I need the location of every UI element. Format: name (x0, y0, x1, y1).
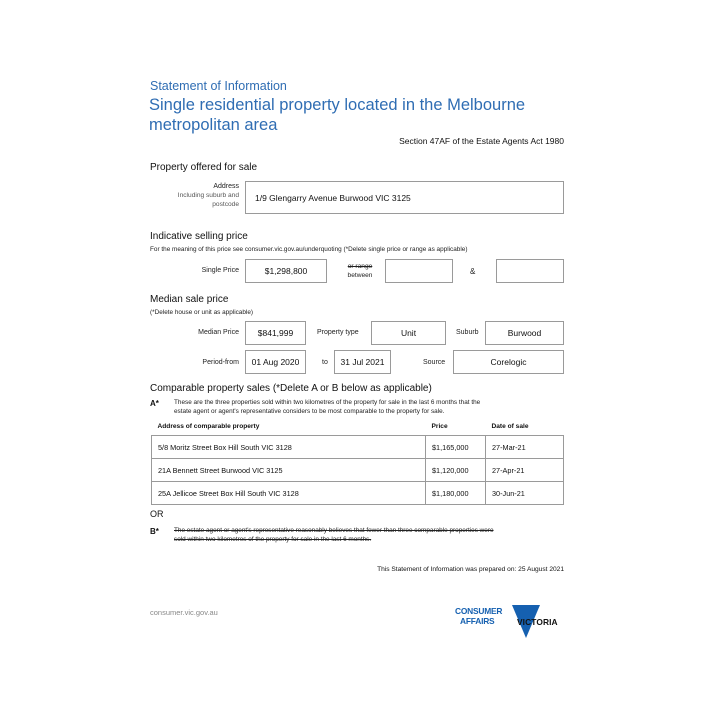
property-type-field: Unit (371, 321, 446, 345)
col-date-header: Date of sale (491, 422, 529, 430)
range-label-2: between (347, 272, 373, 279)
col-price-header: Price (431, 422, 448, 430)
range-ampersand: & (470, 267, 476, 276)
table-row (152, 459, 564, 482)
median-price-label: Median Price (198, 329, 239, 336)
indicative-note: For the meaning of this price see consumer.vic.gov.au/underquoting (*Delete single price or range as applicable) (150, 246, 468, 253)
table-header-row (152, 420, 564, 436)
row-date: 27-Apr-21 (486, 459, 564, 482)
row-date: 30-Jun-21 (486, 482, 564, 505)
document-title-line1: Single residential property located in the Melbourne (149, 96, 526, 114)
comparable-heading: Comparable property sales (*Delete A or B below as applicable) (150, 383, 432, 394)
median-note: (*Delete house or unit as applicable) (150, 309, 254, 316)
logo-victoria-text: VICTORIA (517, 617, 558, 627)
suburb-field: Burwood (485, 321, 564, 345)
period-to-field: 31 Jul 2021 (334, 350, 391, 374)
or-separator: OR (150, 509, 164, 519)
document-title-line2: metropolitan area (149, 116, 278, 134)
range-to-field (496, 259, 564, 283)
median-price-field: $841,999 (245, 321, 306, 345)
logo-consumer-text: CONSUMER (455, 606, 503, 616)
row-price: $1,120,000 (426, 459, 486, 482)
table-row (152, 482, 564, 505)
address-sublabel-1: Including suburb and (177, 192, 239, 199)
option-b-text-1: The estate agent or agent's representative reasonably believes that fewer than three comparable properties were (174, 527, 494, 534)
option-b-marker: B* (150, 527, 159, 536)
document-subtitle: Statement of Information (150, 79, 287, 93)
col-address-header: Address of comparable property (157, 422, 260, 430)
period-from-label: Period-from (202, 359, 239, 366)
address-label: Address (213, 183, 239, 190)
row-address: 21A Bennett Street Burwood VIC 3125 (152, 459, 426, 482)
property-heading: Property offered for sale (150, 162, 258, 173)
address-field: 1/9 Glengarry Avenue Burwood VIC 3125 (245, 181, 564, 214)
range-label-1: or range (347, 263, 373, 270)
indicative-heading: Indicative selling price (150, 231, 248, 242)
period-from-field: 01 Aug 2020 (245, 350, 306, 374)
option-a-text-1: These are the three properties sold within two kilometres of the property for sale in the last 6 months that the (174, 399, 481, 406)
source-field: Corelogic (453, 350, 564, 374)
option-a-text-2: estate agent or agent's representative considers to be most comparable to the property for sale. (174, 408, 445, 415)
range-from-field (385, 259, 453, 283)
option-a-marker: A* (150, 399, 159, 408)
option-b-text-2: sold within two kilometres of the property for sale in the last 6 months. (174, 536, 372, 543)
footer-website: consumer.vic.gov.au (150, 608, 218, 617)
property-type-label: Property type (317, 329, 359, 336)
row-date: 27-Mar-21 (486, 436, 564, 459)
period-to-label: to (322, 359, 328, 366)
address-sublabel-2: postcode (212, 201, 239, 208)
row-price: $1,165,000 (426, 436, 486, 459)
single-price-label: Single Price (201, 267, 239, 274)
suburb-label: Suburb (456, 329, 479, 336)
prepared-date: This Statement of Information was prepared on: 25 August 2021 (377, 566, 564, 573)
row-address: 25A Jellicoe Street Box Hill South VIC 3128 (152, 482, 426, 505)
comparable-sales-table (151, 420, 564, 505)
median-heading: Median sale price (150, 294, 229, 305)
single-price-field: $1,298,800 (245, 259, 327, 283)
table-row (152, 436, 564, 459)
consumer-affairs-logo (455, 604, 570, 644)
source-label: Source (423, 359, 446, 366)
row-address: 5/8 Moritz Street Box Hill South VIC 3128 (152, 436, 426, 459)
act-reference: Section 47AF of the Estate Agents Act 1980 (399, 136, 564, 146)
logo-affairs-text: AFFAIRS (460, 616, 495, 626)
row-price: $1,180,000 (426, 482, 486, 505)
